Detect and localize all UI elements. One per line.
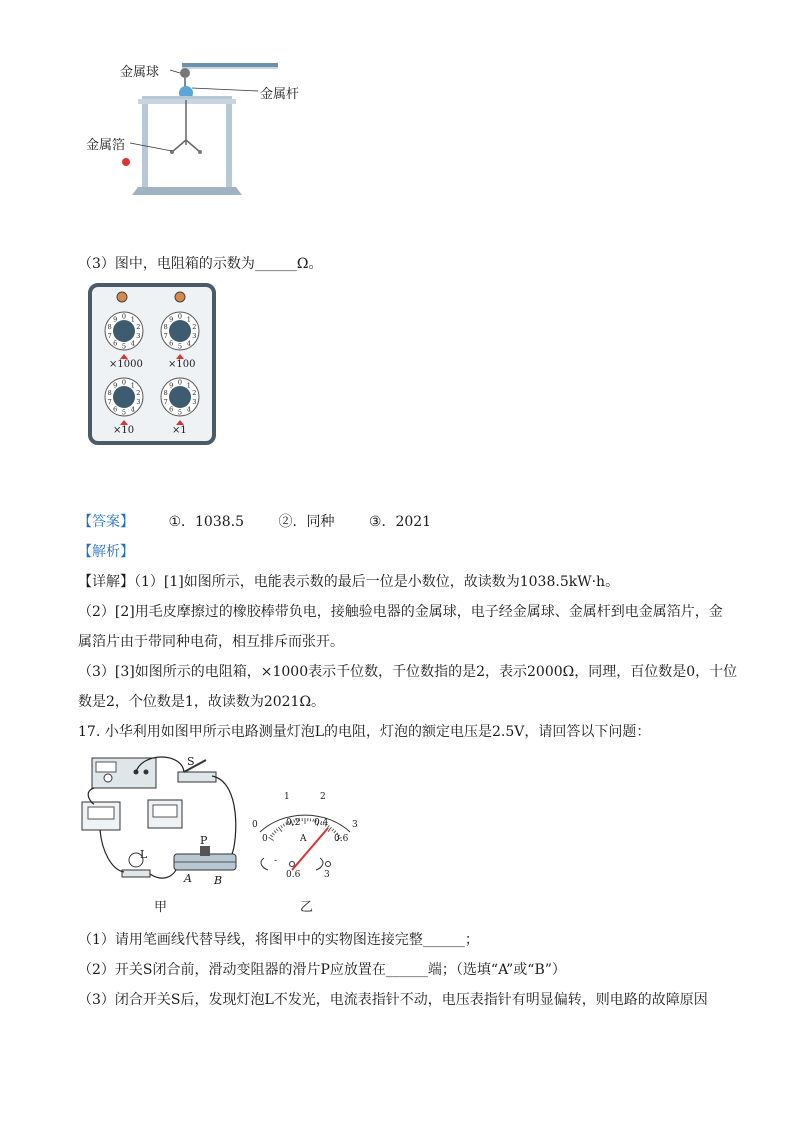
ammeter-tick bbox=[332, 829, 334, 831]
ammeter-bottom-04: 0.4 bbox=[314, 818, 329, 828]
dial-digit: 3 bbox=[136, 398, 141, 407]
multiplier-1000: ×1000 bbox=[109, 359, 143, 370]
figure-label-jia: 甲 bbox=[154, 900, 168, 915]
dial-digit: 3 bbox=[136, 332, 141, 341]
detail-tag: 【详解】 bbox=[78, 574, 134, 590]
electroscope-drawing bbox=[80, 55, 320, 205]
dial-digit: 0 bbox=[177, 312, 183, 321]
resistance-box-figure bbox=[88, 283, 216, 445]
dial-digit: 6 bbox=[169, 339, 174, 348]
dial-digit: 6 bbox=[113, 339, 118, 348]
ammeter-bottom-02: 0.2 bbox=[286, 818, 301, 828]
detail-text-1: （1）[1]如图所示，电能表示数的最后一位是小数位，故读数为1038.5kW·h。 bbox=[134, 574, 620, 590]
ammeter-terminal-06: 0.6 bbox=[286, 870, 301, 880]
ammeter-top-max: 3 bbox=[352, 820, 358, 830]
dial-digit: 3 bbox=[192, 398, 197, 407]
dial-digit: 5 bbox=[121, 408, 127, 417]
dial-digit: 4 bbox=[186, 339, 191, 348]
ammeter-top-1: 1 bbox=[284, 792, 290, 802]
ammeter-bottom-0: 0 bbox=[262, 834, 268, 844]
ammeter-tick bbox=[269, 837, 274, 840]
dial-digit: 9 bbox=[169, 315, 174, 324]
dial-digit: 0 bbox=[121, 378, 127, 387]
dial-digit: 4 bbox=[130, 405, 135, 414]
answer-item-2: ②．同种 bbox=[278, 514, 335, 530]
ammeter-terminal-minus: - bbox=[274, 856, 278, 866]
ammeter-tick bbox=[276, 829, 278, 831]
multiplier-1: ×1 bbox=[172, 425, 187, 436]
circuit-drawing bbox=[72, 752, 272, 902]
figure-label-yi: 乙 bbox=[300, 900, 314, 915]
question-17-2: （2）开关S闭合前，滑动变阻器的滑片P应放置在______端；（选填“A”或“B”） bbox=[78, 962, 566, 978]
electroscope-figure bbox=[80, 55, 320, 205]
ammeter-terminal-3: 3 bbox=[324, 870, 330, 880]
ammeter-bottom-06: 0.6 bbox=[334, 834, 349, 844]
dial-digit: 6 bbox=[169, 405, 174, 414]
end-b-label: B bbox=[214, 874, 223, 887]
dial-digit: 8 bbox=[107, 322, 112, 331]
dial-digit: 4 bbox=[130, 339, 135, 348]
ammeter-tick bbox=[274, 831, 276, 833]
answer-tag: 【答案】 bbox=[78, 514, 134, 530]
question-3-line: （3）图中，电阻箱的示数为______Ω。 bbox=[78, 256, 323, 272]
ammeter-figure bbox=[250, 792, 360, 882]
analysis-tag: 【解析】 bbox=[78, 544, 134, 560]
answer-item-1: ①．1038.5 bbox=[168, 514, 244, 530]
ammeter-tick bbox=[334, 831, 336, 833]
end-a-label: A bbox=[184, 872, 192, 885]
circuit-figure bbox=[72, 752, 272, 902]
ammeter-top-2: 2 bbox=[320, 792, 326, 802]
answer-line bbox=[78, 512, 431, 532]
ammeter-tick bbox=[281, 825, 283, 828]
detail-line-1 bbox=[78, 572, 619, 592]
multiplier-10: ×10 bbox=[113, 425, 135, 436]
dial-digit: 1 bbox=[130, 315, 135, 324]
dial-digit: 0 bbox=[121, 312, 127, 321]
switch-label: S bbox=[187, 755, 195, 768]
question-17-intro: 17. 小华利用如图甲所示电路测量灯泡L的电阻，灯泡的额定电压是2.5V，请回答以下问题： bbox=[78, 724, 651, 740]
dial-digit: 7 bbox=[163, 398, 168, 407]
dial-digit: 7 bbox=[107, 332, 112, 341]
dial-digit: 9 bbox=[113, 381, 118, 390]
dial-digit: 1 bbox=[130, 381, 135, 390]
detail-line-4: （3）[3]如图所示的电阻箱，×1000表示千位数，千位数指的是2，表示2000Ω，同理，百位数是0，十位 bbox=[78, 664, 738, 680]
dial-digit: 7 bbox=[107, 398, 112, 407]
dial-digit: 1 bbox=[186, 381, 191, 390]
ammeter-tick bbox=[283, 824, 284, 827]
dial-digit: 8 bbox=[163, 322, 168, 331]
slider-label: P bbox=[200, 834, 208, 847]
ammeter-top-zero: 0 bbox=[252, 820, 258, 830]
ammeter-tick bbox=[328, 827, 332, 832]
detail-line-3: 属箔片由于带同种电荷，相互排斥而张开。 bbox=[78, 634, 344, 650]
detail-line-2: （2）[2]用毛皮摩擦过的橡胶棒带负电，接触验电器的金属球，电子经金属球、金属杆到电金属箔片，金 bbox=[78, 604, 723, 620]
multiplier-100: ×100 bbox=[168, 359, 196, 370]
dial-digit: 8 bbox=[163, 388, 168, 397]
label-metal-foil: 金属箔 bbox=[86, 138, 126, 153]
dial-digit: 2 bbox=[192, 322, 197, 331]
answer-item-3: ③．2021 bbox=[368, 514, 432, 530]
question-17-3: （3）闭合开关S后，发现灯泡L不发光，电流表指针不动，电压表指针有明显偏转，则电路的故障原因 bbox=[78, 992, 708, 1008]
label-metal-rod: 金属杆 bbox=[260, 87, 300, 102]
label-metal-ball: 金属球 bbox=[120, 65, 160, 80]
dial-digit: 0 bbox=[177, 378, 183, 387]
dial-digit: 4 bbox=[186, 405, 191, 414]
dial-digit: 7 bbox=[163, 332, 168, 341]
dial-digit: 9 bbox=[169, 381, 174, 390]
ammeter-tick bbox=[278, 827, 282, 832]
dial-digit: 5 bbox=[177, 342, 183, 351]
ammeter-tick bbox=[272, 833, 274, 835]
lamp-label: L bbox=[140, 848, 148, 861]
dial-digit: 1 bbox=[186, 315, 191, 324]
dial-digit: 6 bbox=[113, 405, 118, 414]
dial-digit: 2 bbox=[136, 322, 141, 331]
dial-digit: 9 bbox=[113, 315, 118, 324]
dial-digit: 8 bbox=[107, 388, 112, 397]
dial-digit: 5 bbox=[177, 408, 183, 417]
dial-digit: 2 bbox=[192, 388, 197, 397]
dial-digit: 2 bbox=[136, 388, 141, 397]
ammeter-unit: A bbox=[300, 834, 307, 844]
ammeter-tick bbox=[270, 835, 272, 837]
dial-digit: 5 bbox=[121, 342, 127, 351]
resistance-box-drawing bbox=[88, 283, 216, 445]
detail-line-5: 数是2，个位数是1，故读数为2021Ω。 bbox=[78, 694, 326, 710]
question-17-1: （1）请用笔画线代替导线，将图甲中的实物图连接完整______； bbox=[78, 932, 479, 948]
dial-digit: 3 bbox=[192, 332, 197, 341]
